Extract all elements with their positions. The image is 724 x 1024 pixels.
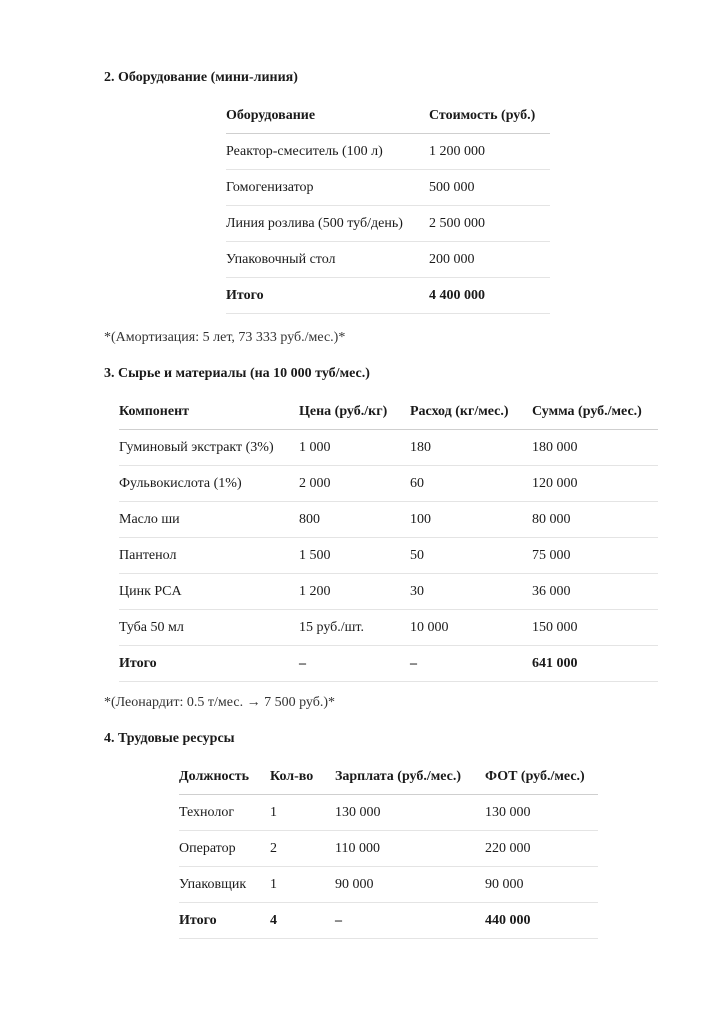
equipment-table [226, 98, 550, 314]
table-cell: 1 [270, 795, 335, 831]
table-cell: 130 000 [485, 795, 598, 831]
table-cell: Туба 50 мл [119, 610, 299, 646]
table-cell: 75 000 [532, 538, 658, 574]
section-heading-materials: 3. Сырье и материалы (на 10 000 туб/мес.) [104, 366, 370, 381]
table-cell: 440 000 [485, 903, 598, 939]
table-cell: Реактор-смеситель (100 л) [226, 134, 429, 170]
table-cell: – [299, 646, 410, 682]
table-row [226, 134, 550, 170]
table-cell: 2 [270, 831, 335, 867]
amortization-note: *(Амортизация: 5 лет, 73 333 руб./мес.)* [104, 330, 346, 345]
table-cell: 180 [410, 430, 532, 466]
table-row [226, 170, 550, 206]
table-cell: Пантенол [119, 538, 299, 574]
table-cell: Гуминовый экстракт (3%) [119, 430, 299, 466]
table-cell: 90 000 [335, 867, 485, 903]
table-cell: 2 500 000 [429, 206, 550, 242]
table-cell: Гомогенизатор [226, 170, 429, 206]
table-cell: 60 [410, 466, 532, 502]
table-cell: 1 200 [299, 574, 410, 610]
column-header: Расход (кг/мес.) [410, 394, 532, 430]
table-cell: Итого [119, 646, 299, 682]
table-cell: 30 [410, 574, 532, 610]
column-header: Оборудование [226, 98, 429, 134]
table-row [119, 430, 658, 466]
table-cell: 1 500 [299, 538, 410, 574]
table-cell: Итого [179, 903, 270, 939]
table-cell: 100 [410, 502, 532, 538]
column-header: Стоимость (руб.) [429, 98, 550, 134]
table-cell: 50 [410, 538, 532, 574]
table-row [179, 795, 598, 831]
labor-table [179, 759, 598, 939]
table-row [179, 867, 598, 903]
table-cell: 150 000 [532, 610, 658, 646]
column-header: Цена (руб./кг) [299, 394, 410, 430]
column-header: ФОТ (руб./мес.) [485, 759, 598, 795]
section-heading-labor: 4. Трудовые ресурсы [104, 731, 235, 746]
column-header: Должность [179, 759, 270, 795]
table-cell: 10 000 [410, 610, 532, 646]
table-cell: Упаковщик [179, 867, 270, 903]
table-cell: Оператор [179, 831, 270, 867]
table-header-row [226, 98, 550, 134]
table-cell: 200 000 [429, 242, 550, 278]
table-cell: 90 000 [485, 867, 598, 903]
column-header: Сумма (руб./мес.) [532, 394, 658, 430]
table-cell: 1 200 000 [429, 134, 550, 170]
table-row [226, 206, 550, 242]
table-total-row [179, 903, 598, 939]
table-cell: Масло ши [119, 502, 299, 538]
table-cell: 1 [270, 867, 335, 903]
table-total-row [226, 278, 550, 314]
table-cell: 4 400 000 [429, 278, 550, 314]
column-header: Компонент [119, 394, 299, 430]
table-cell: Фульвокислота (1%) [119, 466, 299, 502]
table-cell: – [335, 903, 485, 939]
table-cell: 180 000 [532, 430, 658, 466]
table-cell: Упаковочный стол [226, 242, 429, 278]
table-cell: 500 000 [429, 170, 550, 206]
table-cell: Линия розлива (500 туб/день) [226, 206, 429, 242]
table-cell: 80 000 [532, 502, 658, 538]
section-heading-equipment: 2. Оборудование (мини-линия) [104, 70, 298, 85]
table-total-row [119, 646, 658, 682]
table-cell: Технолог [179, 795, 270, 831]
leonardite-note: *(Леонардит: 0.5 т/мес. → 7 500 руб.)* [104, 695, 335, 710]
table-cell: 4 [270, 903, 335, 939]
table-cell: 800 [299, 502, 410, 538]
materials-table [119, 394, 658, 682]
table-row [119, 538, 658, 574]
table-row [119, 574, 658, 610]
table-cell: 220 000 [485, 831, 598, 867]
table-cell: 120 000 [532, 466, 658, 502]
table-row [119, 466, 658, 502]
table-cell: Итого [226, 278, 429, 314]
column-header: Кол-во [270, 759, 335, 795]
table-cell: – [410, 646, 532, 682]
table-cell: 1 000 [299, 430, 410, 466]
table-row [119, 502, 658, 538]
table-header-row [119, 394, 658, 430]
table-cell: 641 000 [532, 646, 658, 682]
table-cell: 110 000 [335, 831, 485, 867]
table-cell: 15 руб./шт. [299, 610, 410, 646]
table-cell: 2 000 [299, 466, 410, 502]
table-row [179, 831, 598, 867]
table-cell: 130 000 [335, 795, 485, 831]
table-header-row [179, 759, 598, 795]
table-row [119, 610, 658, 646]
table-row [226, 242, 550, 278]
table-cell: Цинк PCA [119, 574, 299, 610]
table-cell: 36 000 [532, 574, 658, 610]
column-header: Зарплата (руб./мес.) [335, 759, 485, 795]
